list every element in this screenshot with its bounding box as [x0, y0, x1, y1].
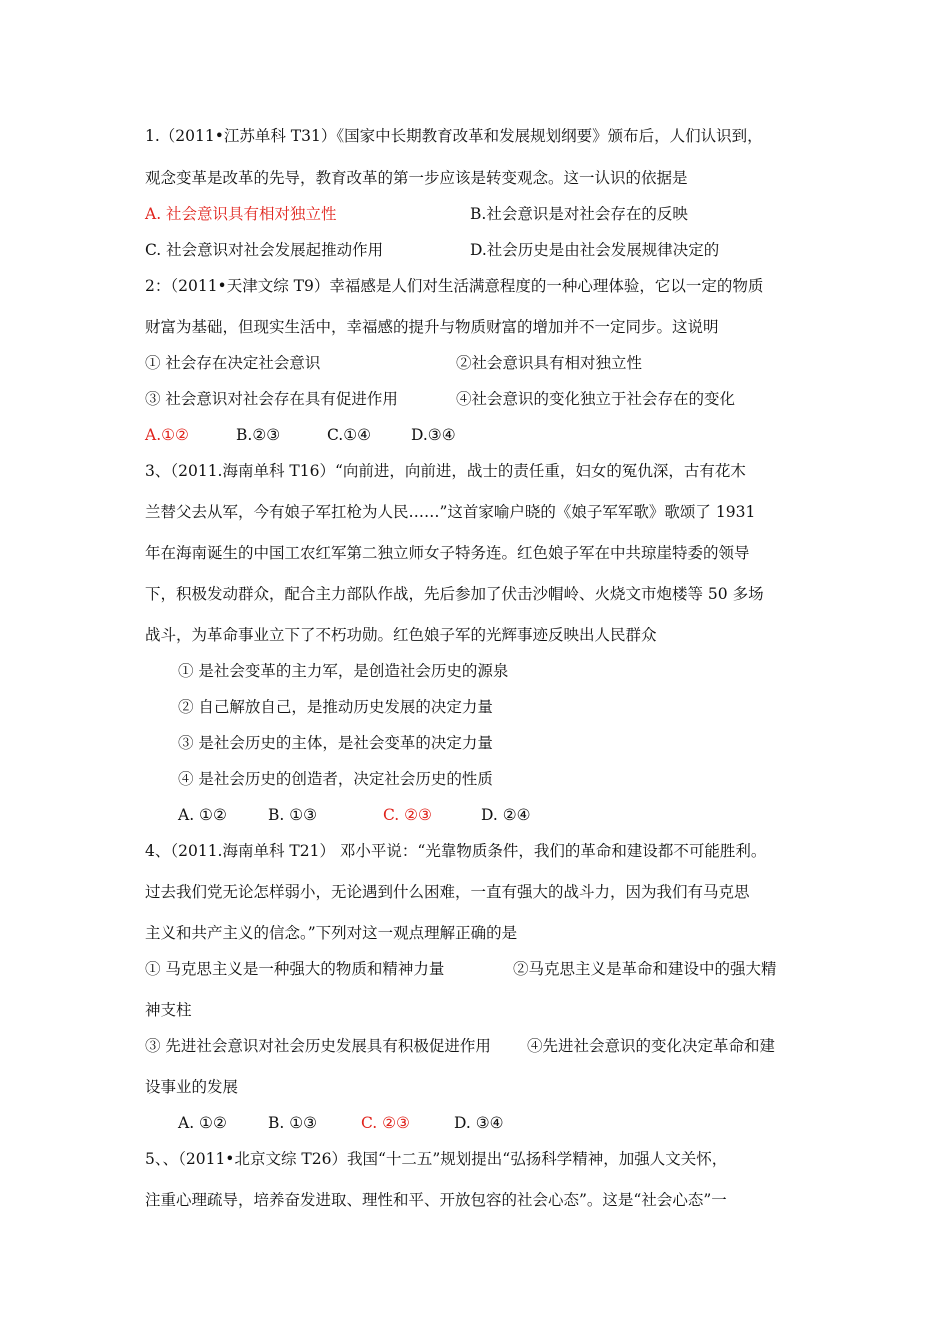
q3-item-1: ① 是社会变革的主力军，是创造社会历史的源泉 — [178, 662, 509, 680]
q4-stem-line-1: 4、（2011.海南单科 T21） 邓小平说：“光靠物质条件，我们的革命和建设都不可能胜利。 — [145, 842, 767, 860]
q2-stem-line-1: 2：（2011•天津文综 T9）幸福感是人们对生活满意程度的一种心理体验，它以一定的物质 — [145, 277, 764, 295]
q3-item-4: ④ 是社会历史的创造者，决定社会历史的性质 — [178, 770, 493, 788]
q4-item-4-part-2: 设事业的发展 — [145, 1078, 239, 1096]
q4-option-d: D. ③④ — [454, 1114, 504, 1132]
q4-option-c: C. ②③ — [361, 1114, 410, 1132]
q2-item-4: ④社会意识的变化独立于社会存在的变化 — [456, 390, 736, 408]
q2-item-1: ① 社会存在决定社会意识 — [145, 354, 321, 372]
q4-stem-line-3: 主义和共产主义的信念。”下列对这一观点理解正确的是 — [145, 924, 518, 942]
q3-stem-line-5: 战斗，为革命事业立下了不朽功勋。红色娘子军的光辉事迹反映出人民群众 — [145, 626, 657, 644]
q2-item-2: ②社会意识具有相对独立性 — [456, 354, 643, 372]
q5-stem-line-1: 5、、（2011•北京文综 T26）我国“十二五”规划提出“弘扬科学精神，加强人文关怀， — [145, 1150, 728, 1168]
q2-option-c: C.①④ — [327, 426, 372, 444]
q1-option-a: A. 社会意识具有相对独立性 — [145, 205, 337, 223]
q4-item-4-part-1: ④先进社会意识的变化决定革命和建 — [527, 1037, 776, 1055]
q3-option-b: B. ①③ — [268, 806, 318, 824]
q2-item-3: ③ 社会意识对社会存在具有促进作用 — [145, 390, 398, 408]
q4-item-2-part-2: 神支柱 — [145, 1001, 192, 1019]
q3-stem-line-3: 年在海南诞生的中国工农红军第二独立师女子特务连。红色娘子军在中共琼崖特委的领导 — [145, 544, 750, 562]
q5-stem-line-2: 注重心理疏导，培养奋发进取、理性和平、开放包容的社会心态”。这是“社会心态”一 — [145, 1191, 727, 1209]
q2-stem-line-2: 财富为基础，但现实生活中，幸福感的提升与物质财富的增加并不一定同步。这说明 — [145, 318, 719, 336]
q3-item-3: ③ 是社会历史的主体，是社会变革的决定力量 — [178, 734, 493, 752]
q3-item-2: ② 自己解放自己，是推动历史发展的决定力量 — [178, 698, 493, 716]
q1-stem-line-2: 观念变革是改革的先导，教育改革的第一步应该是转变观念。这一认识的依据是 — [145, 169, 688, 187]
q1-stem-line-1: 1.（2011•江苏单科 T31）《国家中长期教育改革和发展规划纲要》颁布后，人们认识到， — [145, 127, 763, 145]
q2-option-b: B.②③ — [236, 426, 281, 444]
q4-item-3: ③ 先进社会意识对社会历史发展具有积极促进作用 — [145, 1037, 491, 1055]
q3-option-a: A. ①② — [178, 806, 227, 824]
q3-option-d: D. ②④ — [481, 806, 531, 824]
q1-option-d: D.社会历史是由社会发展规律决定的 — [470, 241, 720, 259]
q4-item-1: ① 马克思主义是一种强大的物质和精神力量 — [145, 960, 445, 978]
q1-option-c: C. 社会意识对社会发展起推动作用 — [145, 241, 384, 259]
q2-option-d: D.③④ — [411, 426, 456, 444]
q2-option-a: A.①② — [145, 426, 189, 444]
q3-option-c: C. ②③ — [383, 806, 432, 824]
q4-option-a: A. ①② — [178, 1114, 227, 1132]
q3-stem-line-1: 3、（2011.海南单科 T16）“向前进，向前进，战士的责任重，妇女的冤仇深，古有花木 — [145, 462, 746, 480]
q4-stem-line-2: 过去我们党无论怎样弱小，无论遇到什么困难，一直有强大的战斗力，因为我们有马克思 — [145, 883, 750, 901]
q3-stem-line-4: 下，积极发动群众，配合主力部队作战，先后参加了伏击沙帽岭、火烧文市炮楼等 50 多场 — [145, 585, 764, 603]
q4-option-b: B. ①③ — [268, 1114, 318, 1132]
q1-option-b: B.社会意识是对社会存在的反映 — [470, 205, 688, 223]
q4-item-2-part-1: ②马克思主义是革命和建设中的强大精 — [513, 960, 777, 978]
q3-stem-line-2: 兰替父去从军，今有娘子军扛枪为人民……”这首家喻户晓的《娘子军军歌》歌颂了 1931 — [145, 503, 756, 521]
